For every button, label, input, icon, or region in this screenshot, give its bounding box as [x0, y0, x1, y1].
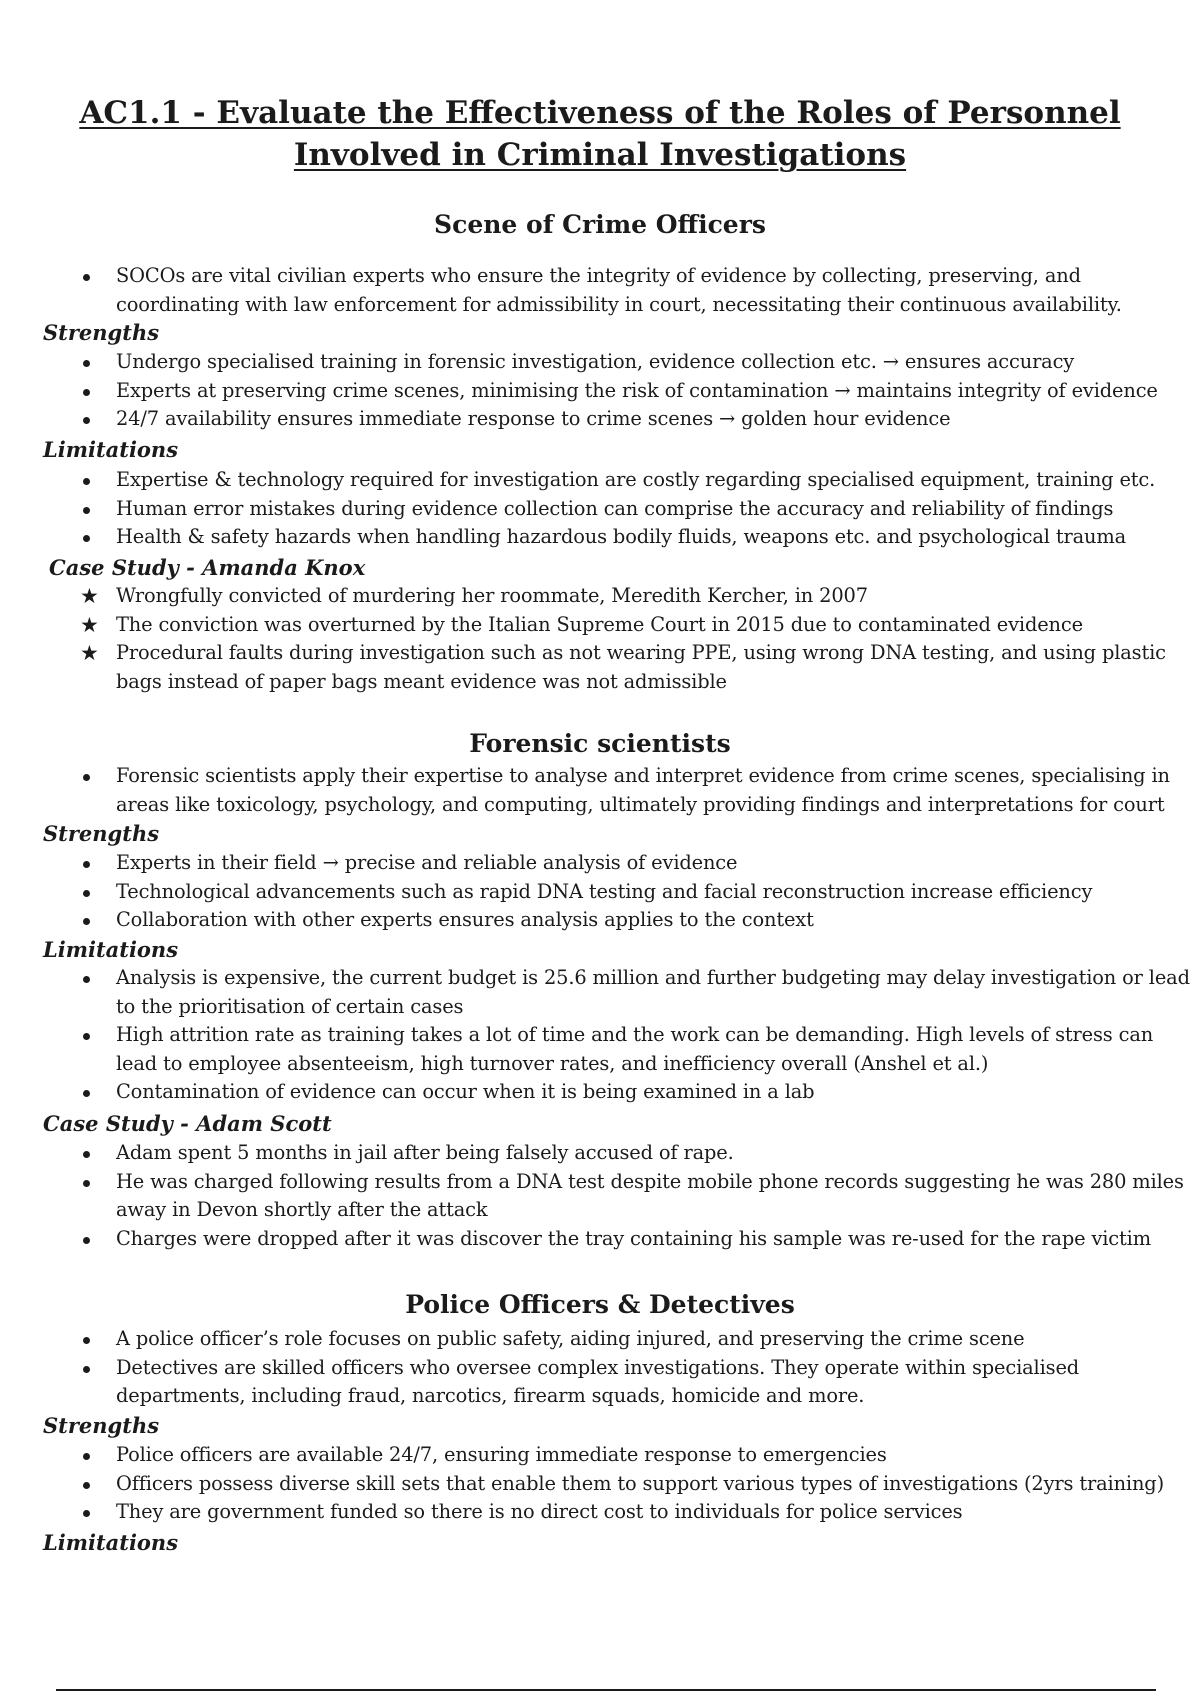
- list-item: Forensic scientists apply their expertise to analyse and interpret evidence from crime scenes, specialising in: [116, 764, 1170, 787]
- star-icon: ★: [80, 584, 99, 608]
- list-item: Expertise & technology required for investigation are costly regarding specialised equipment, training etc.: [116, 468, 1156, 491]
- list-item: Adam spent 5 months in jail after being falsely accused of rape.: [116, 1141, 734, 1164]
- list-item-continuation: departments, including fraud, narcotics, firearm squads, homicide and more.: [116, 1384, 865, 1408]
- list-item: Collaboration with other experts ensures analysis applies to the context: [116, 908, 814, 932]
- list-item-continuation: areas like toxicology, psychology, and computing, ultimately providing findings and interpretations for court: [116, 792, 1165, 816]
- socos-limitations-label: Limitations: [43, 437, 179, 462]
- socos-case-study-list: [0, 582, 1200, 696]
- socos-intro-list: [0, 262, 1200, 319]
- list-item-continuation: bags instead of paper bags meant evidence was not admissible: [116, 669, 727, 693]
- list-item: They are government funded so there is no direct cost to individuals for police services: [116, 1500, 963, 1524]
- list-item: Human error mistakes during evidence collection can comprise the accuracy and reliability of findings: [116, 496, 1114, 520]
- forensic-case-study-label: Case Study - Adam Scott: [43, 1111, 332, 1136]
- forensic-case-study-list: [0, 1139, 1200, 1253]
- list-item: Officers possess diverse skill sets that enable them to support various types of investigations (2yrs training): [116, 1471, 1164, 1495]
- list-item: Experts in their field → precise and reliable analysis of evidence: [116, 851, 738, 874]
- list-item: ★ Wrongfully convicted of murdering her roommate, Meredith Kercher, in 2007: [0, 582, 1200, 611]
- star-icon: ★: [80, 612, 99, 637]
- list-item: ★ The conviction was overturned by the Italian Supreme Court in 2015 due to contaminated evidence: [0, 611, 1200, 640]
- list-item: 24/7 availability ensures immediate response to crime scenes → golden hour evidence: [116, 407, 951, 431]
- forensic-heading: Forensic scientists: [469, 729, 731, 758]
- list-item-continuation: to the prioritisation of certain cases: [116, 994, 464, 1018]
- list-item: Health & safety hazards when handling hazardous bodily fluids, weapons etc. and psychological trauma: [116, 525, 1126, 549]
- list-item: High attrition rate as training takes a lot of time and the work can be demanding. High levels of stress can: [116, 1023, 1154, 1047]
- list-item: ★ Procedural faults during investigation such as not wearing PPE, using wrong DNA testing, and using plastic: [0, 639, 1200, 668]
- list-item: Detectives are skilled officers who oversee complex investigations. They operate within specialised: [116, 1355, 1080, 1379]
- list-item-continuation: away in Devon shortly after the attack: [116, 1198, 488, 1222]
- police-limitations-label: Limitations: [43, 1530, 179, 1555]
- forensic-limitations-label: Limitations: [43, 937, 179, 962]
- list-item: He was charged following results from a DNA test despite mobile phone records suggesting he was 280 miles: [116, 1169, 1184, 1193]
- list-item: SOCOs are vital civilian experts who ensure the integrity of evidence by collecting, preserving, and: [116, 264, 1081, 287]
- socos-heading: Scene of Crime Officers: [434, 210, 766, 239]
- page-title: AC1.1 - Evaluate the Effectiveness of the Roles of Personnel Involved in Criminal Investigations: [79, 95, 1121, 173]
- forensic-intro-list: [0, 762, 1200, 819]
- socos-case-study-label: Case Study - Amanda Knox: [49, 555, 366, 580]
- star-icon: ★: [80, 641, 99, 666]
- forensic-strengths-label: Strengths: [43, 821, 160, 846]
- police-intro-list: [0, 1325, 1200, 1411]
- list-item: A police officer’s role focuses on public safety, aiding injured, and preserving the crime scene: [116, 1327, 1025, 1350]
- forensic-limitations-list: [0, 964, 1200, 1107]
- police-strengths-label: Strengths: [43, 1413, 160, 1438]
- list-item: Undergo specialised training in forensic investigation, evidence collection etc. → ensures accuracy: [116, 350, 1075, 373]
- list-item-continuation: lead to employee absenteeism, high turnover rates, and inefficiency overall (Anshel et al.): [116, 1051, 989, 1075]
- police-strengths-list: [0, 1441, 1200, 1527]
- list-item: Charges were dropped after it was discover the tray containing his sample was re-used for the rape victim: [116, 1226, 1151, 1250]
- forensic-strengths-list: [0, 849, 1200, 935]
- footer-divider: [56, 1689, 1156, 1691]
- police-heading: Police Officers & Detectives: [405, 1290, 795, 1319]
- socos-strengths-label: Strengths: [43, 320, 160, 345]
- socos-limitations-list: [0, 466, 1200, 552]
- list-item-continuation: coordinating with law enforcement for admissibility in court, necessitating their continuous availability.: [116, 292, 1122, 316]
- list-item: Experts at preserving crime scenes, minimising the risk of contamination → maintains integrity of evidence: [116, 378, 1158, 402]
- list-item: Police officers are available 24/7, ensuring immediate response to emergencies: [116, 1443, 887, 1466]
- socos-strengths-list: [0, 348, 1200, 434]
- list-item: Contamination of evidence can occur when it is being examined in a lab: [116, 1080, 815, 1104]
- list-item: Technological advancements such as rapid DNA testing and facial reconstruction increase efficiency: [116, 879, 1093, 903]
- list-item: Analysis is expensive, the current budget is 25.6 million and further budgeting may delay investigation or lead: [116, 966, 1190, 989]
